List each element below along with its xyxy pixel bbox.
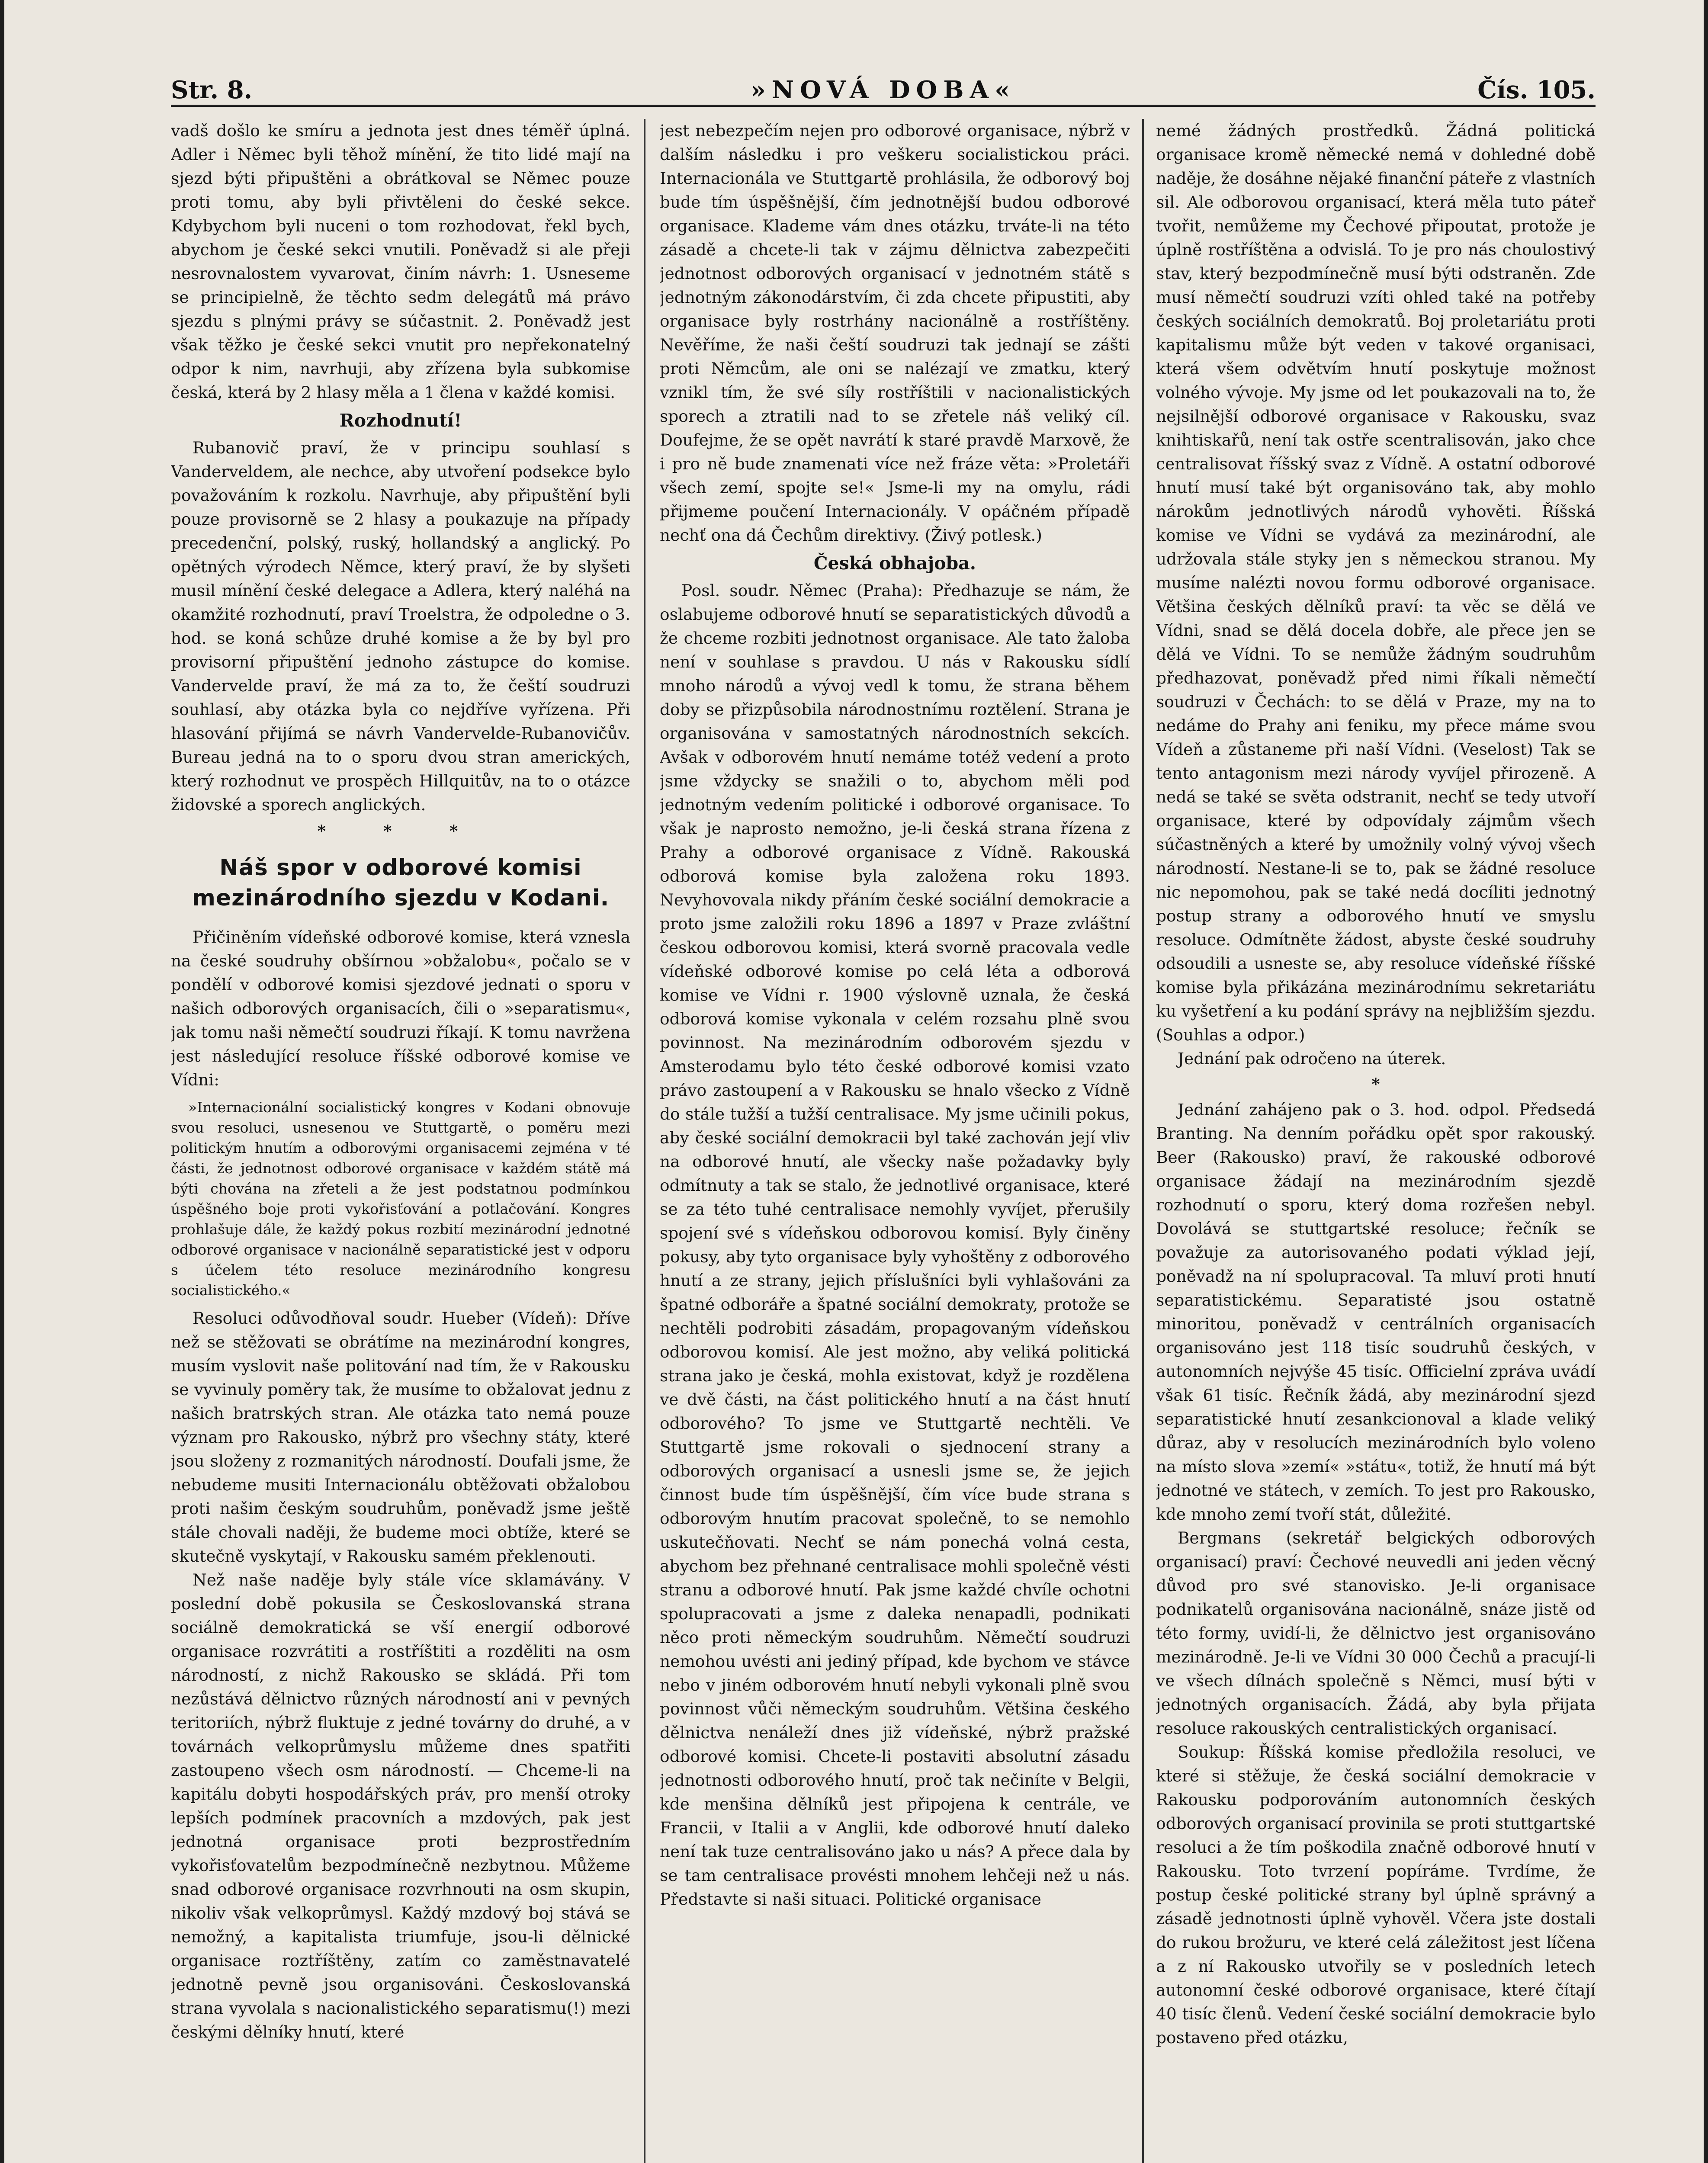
subheading-defense: Česká obhajoba. [813, 553, 976, 574]
article-paragraph: Bergmans (sekretář belgických odborových organisací) praví: Čechové neuvedli ani jeden věcný důvod pro své stanovisko. Je-li organisace podnikatelů organisována nacionálně, snáze jistě od této formy, uvidí-li, že dělnictvo jest organisováno mezinárodně. Je-li ve Vídni 30 000 Čechů a pracují-li ve všech dílnách společně s Němci, musí býti v jednotných organisacích. Žádá, aby byla přijata resoluce rakouských centralistických organisací. [1156, 1528, 1596, 1738]
article-paragraph: vadš došlo ke smíru a jednota jest dnes téměř úplná. Adler i Němec byli těhož mínění, že tito lidé mají na sjezd býti připuštěni a obrátkoval se Němec pouze proti tomu, aby byli přivtěleni do české sekce. Kdybychom byli nuceni o tom rozhodovat, řekl bych, abychom je české sekci vnutili. Poněvadž si ale přeji nesrovnalostem vyvarovat, činím návrh: 1. Usneseme se principielně, že těchto sedm delegátů má právo sjezdu s plnými právy se súčastnit. 2. Poněvadž jest však těžko je české sekci vnutit pro nepřekonatelný odpor k nim, navrhuji, aby zřízena byla subkomise česká, která by 2 hlasy měla a 1 člena v každé komisi. [171, 121, 630, 402]
column-1 [171, 119, 630, 2163]
column-3 [1156, 119, 1596, 2163]
article-paragraph: Rubanovič praví, že v principu souhlasí s Vanderveldem, ale nechce, aby utvoření podsekce bylo považováním k rozkolu. Navrhuje, aby připuštění byli pouze provisorně se 2 hlasy a poukazuje na případy precedenční, polský, ruský, hollandský a anglický. Po opětných výrodech Němce, který praví, že by slyšeti musil mínění české delegace a Adlera, který naléhá na okamžité rozhodnutí, praví Troelstra, že odpoledne o 3. hod. se koná schůze druhé komise a že by byl pro provisorní připuštění jednoho zástupce do komise. Vandervelde praví, že má za to, že čeští soudruzi souhlasí, aby otázka byla co nejdříve vyřízena. Při hlasování přijímá se návrh Vandervelde-Rubanovičův. Bureau jedná na to o sporu dvou stran amerických, který rozhodnut ve prospěch Hillquitův, na to o otázce židovské a sporech anglických. [171, 438, 630, 814]
article-headline: Náš spor v odborové komisi mezinárodního sjezdu v Kodani. [192, 855, 610, 911]
article-paragraph: Soukup: Říšská komise předložila resoluci, ve které si stěžuje, že česká sociální demokracie v Rakousku podporováním autonomních českých odborových organisací provinila se proti stuttgartské resoluci a že tím poškodila značně odborové hnutí v Rakousku. Toto tvrzení popíráme. Tvrdíme, že postup české politické strany byl úplně správný a zásadě jednotnosti úplně vyhověl. Včera jste dostali do rukou brožuru, ve které celá záležitost jest líčena a z ní Rakousko utvořily se v posledních letech autonomní české odborové organisace, které čítají 40 tisíc členů. Vedení české sociální demokracie bylo postaveno před otázku, [1156, 1743, 1596, 2047]
article-paragraph: jest nebezpečím nejen pro odborové organisace, nýbrž v dalším následku i pro veškeru socialistickou práci. Internacionála ve Stuttgartě prohlásila, že odborový boj bude tím úspěšnější, čím jednotnější budou odborové organisace. Klademe vám dnes otázku, trváte-li na této zásadě a chcete-li tak v zájmu dělnictva zabezpečiti jednotnost odborových organisací v jednotném státě s jednotným zákonodárstvím, či zda chcete připustiti, aby organisace byly rostrhány nacionálně a rostříštěny. Nevěříme, že naši čeští soudruzi tak jednají se zášti proti Němcům, ale oni se nalézají ve zmatku, který vznikl tím, že své síly rostříštili v nacionalistických sporech a ztratili nad to se zřetele náš veliký cíl. Doufejme, že se opět navrátí k staré pravdě Marxově, že i pro ně bude znamenati více než fráze věta: »Proletáři všech zemí, spojte se!« Jsme-li my na omylu, rádi přijmeme poučení Internacionály. V opáčném případě nechť ona dá Čechům direktivy. (Živý potlesk.) [660, 121, 1130, 545]
page-number: Str. 8. [171, 76, 253, 104]
issue-number: Čís. 105. [1477, 76, 1596, 104]
header-rule [171, 105, 1596, 107]
article-paragraph: Resoluci odůvodňoval soudr. Hueber (Vídeň): Dříve než se stěžovati se obrátíme na mezinárodní kongres, musím vyslovit naše politování nad tím, že v Rakousku se vyvinuly poměry tak, že musíme to obžalovat jednu z našich bratrských stran. Ale otázka tato nemá pouze význam pro Rakousko, nýbrž pro všechny státy, které jsou složeny z rozmanitých národností. Doufali jsme, že nebudeme musiti Internacionálu obtěžovati obžalobou proti našim českým soudruhům, poněvadž jsme ještě stále chovali naději, že budeme moci obtíže, které se skutečně vyskytají, v Rakousku samém překlenouti. [171, 1309, 630, 1566]
resolution-quote [171, 1097, 630, 1300]
section-separator: * [1371, 1075, 1380, 1094]
section-separator: * * * [317, 822, 484, 841]
column-divider [644, 119, 645, 2163]
article-paragraph: Jednání pak odročeno na úterek. [1178, 1049, 1446, 1068]
article-paragraph: nemé žádných prostředků. Žádná politická organisace kromě německé nemá v dohledné době naděje, že dosáhne nějaké finanční páteře z vlastních sil. Ale odborovou organisací, která měla tuto páteř tvořit, nemůžeme my Čechové připoutat, protože je úplně rostříštěna a odvislá. To je pro nás choulostivý stav, který bezpodmínečně musí býti odstraněn. Zde musí němečtí soudruzi vzíti ohled také na potřeby českých sociálních demokratů. Boj proletariátu proti kapitalismu může být veden v takové organisaci, která všem odvětvím hnutí poskytuje možnost volného vývoje. My jsme od let poukazovali na to, že nejsilnější odborové organisace v Rakousku, svaz knihtiskařů, není tak ostře scentralisován, jako chce centralisovat říšský svaz z Vídně. A ostatní odborové hnutí musí také být organisováno tak, aby mohlo nárokům jednotlivých národů vyhověti. Říšská komise ve Vídni se vydává za mezinárodní, ale udržovala stále styky jen s německou stranou. My musíme nalézti novou formu odborové organisace. Většina českých dělníků praví: ta věc se dělá ve Vídni, snad se dělá docela dobře, ale přece jen se dělá ve Vídni. To se nemůže žádným soudruhům předhazovat, poněvadž před nimi říkali němečtí soudruzi v Čechách: to se dělá v Praze, my na to nedáme do Prahy ani feniku, my přece máme svou Vídeň a zůstaneme při naší Vídni. (Veselost) Tak se tento antagonism mezi národy vyvíjel přirozeně. A nedá se také se světa odstranit, nechť se tedy utvoří organisace, které by odpovídaly zájmům všech súčastněných a které by umožnily volný vývoj všech národností. Nestane-li se to, pak se žádné resoluce nic nepomohou, pak se také nedá docíliti jednotný postup strany a odborového hnutí ve smyslu resoluce. Odmítněte žádost, abyste české soudruhy odsoudili a usneste se, aby resoluce vídeňské říšské komise byla přikázána mezinárodnímu sekretariátu ku vyšetření a ku podání správy na nejbližším sjezdu. (Souhlas a odpor.) [1156, 121, 1596, 1044]
article-paragraph: Posl. soudr. Němec (Praha): Předhazuje se nám, že oslabujeme odborové hnutí se separatistických důvodů a že chceme rozbiti jednotnost organisace. Ale tato žaloba není v souhlase s pravdou. U nás v Rakousku sídlí mnoho národů a vývoj vedl k tomu, že strana během doby se přizpůsobila národnostnímu roztělení. Strana je organisována v samostatných národnostních sekcích. Avšak v odborovém hnutí nemáme totéž vedení a proto jsme vždycky se snažili o to, abychom měli pod jednotným vedením politické i odborové organisace. To však je naprosto nemožno, je-li česká strana řízena z Prahy a odborové organisace z Vídně. Rakouská odborová komise byla založena roku 1893. Nevyhovovala nikdy přáním české sociální demokracie a proto jsme založili roku 1896 a 1897 v Praze zvláštní českou odborovou komisi, která svorně pracovala vedle vídeňské odborové komise po celá léta a odborová komise ve Vídni r. 1900 výslovně uznala, že česká odborová komise vykonala v celém rozsahu plně svou povinnost. Na mezinárodním odborovém sjezdu v Amsterodamu bylo této české odborové komisi vzato právo zastoupení a v Rakousku se hnalo všecko z Vídně do stále tužší a tužší centralisace. My jsme učinili pokus, aby české sociální demokracii byl také zachován její vliv na odborové hnutí, ale všecky naše požadavky byly odmítnuty a tak se stalo, že jednotlivé organisace, které se za této tuhé centralisace nemohly vyvíjet, přerušily spojení své s vídeňskou odborovou komisí. Byly činěny pokusy, aby tyto organisace byly vyhoštěny z odborového hnutí a ze strany, jejich příslušníci byli vyhlašováni za špatné odboráře a špatné sociální demokraty, protože se nechtěli podrobiti zásadám, propagovaným vídeňskou odborovou komisí. Ale jest možno, aby veliká politická strana jako je česká, mohla existovat, když je rozdělena ve dvě části, na část politického hnutí a na část hnutí odborového? To jsme ve Stuttgartě nechtěli. Ve Stuttgartě jsme rokovali o sjednocení strany a odborových organisací a usnesli jsme se, že jejich činnost bude tím úspěšnější, čím více bude strana s odborovým hnutím pracovat společně, to se nemohlo uskutečňovati. Nechť se nám ponechá volná cesta, abychom bez přehnané centralisace mohli společně vésti stranu a odborové hnutí. Pak jsme každé chvíle ochotni spolupracovati a jsme z daleka nenapadli, podnikati něco proti německým soudruhům. Němečtí soudruzi nemohou uvésti ani jediný případ, kde bychom ve stávce nebo v jiném odborovém hnutí nebyli vykonali plně svou povinnost vůči německým soudruhům. Většina českého dělnictva nenáleží dnes již vídeňské, nýbrž pražské odborové komisi. Chcete-li postaviti absolutní zásadu jednotnosti odborového hnutí, proč tak nečiníte v Belgii, kde menšina dělníků jest připojena k centrále, ve Francii, v Italii a v Anglii, kde odborové hnutí daleko není tak tuze centralisováno jako u nás? A přece dala by se tam centralisace provésti mnohem lehčeji než u nás. Představte si naši situaci. Politické organisace [660, 581, 1130, 1909]
article-paragraph: Přičiněním vídeňské odborové komise, která vznesla na české soudruhy obšírnou »obžalobu«, počalo se v pondělí v odborové komisi sjezdové jednati o sporu v našich odborových organisacích, čili o »separatismu«, jak tomu naši němečtí soudruzi říkají. K tomu navržena jest následující resoluce říšské odborové komise ve Vídni: [171, 927, 630, 1089]
article-paragraph: Jednání zahájeno pak o 3. hod. odpol. Předsedá Branting. Na denním pořádku opět spor rakouský. Beer (Rakousko) praví, že rakouské odborové organisace žádají na mezinárodním sjezdě rozhodnutí o sporu, který doma rozřešen nebyl. Dovolává se stuttgartské resoluce; řečník se považuje za autorisovaného podati výklad její, poněvadž na ní spolupracoval. Ta mluví proti hnutí separatistickému. Separatisté jsou ostatně minoritou, poněvadž v centrálních organisacích organisováno jest 118 tisíc soudruhů českých, v autonomních nejvýše 45 tisíc. Officielní zpráva uvádí však 61 tisíc. Řečník žádá, aby mezinárodní sjezd separatistické hnutí zesankcionoval a klade veliký důraz, aby v resolucích mezinárodních bylo voleno na místo slova »zemí« »státu«, totiž, že hnutí má být jednotné ve státech, v zemích. To jest pro Rakousko, kde mnoho zemí tvoří stát, důležité. [1156, 1100, 1596, 1524]
article-paragraph: Než naše naděje byly stále více sklamávány. V poslední době pokusila se Českoslovanská strana sociálně demokratická se vší energií odborové organisace rozvrátiti a rostříštiti a rozděliti na osm národností, z nichž Rakousko se skládá. Při tom nezůstává dělnictvo různých národností ani v pevných teritoriích, nýbrž fluktuje z jedné továrny do druhé, a v továrnách velkoprůmyslu můžeme dnes spatřiti zastoupeno všech osm národností. — Chceme-li na kapitálu dobyti hospodářských práv, pro menší otroky lepších podmínek pracovních a mzdových, pak jest jednotná organisace proti bezprostředním vykořisťovatelům bezpodmínečně nezbytnou. Můžeme snad odborové organisace rozvrhnouti na osm skupin, nikoliv však velkoprůmysl. Každý mzdový boj stává se nemožný, a kapitalista triumfuje, jsou-li dělnické organisace roztříštěny, zatím co zaměstnavatelé jednotně pevně jsou organisováni. Českoslovanská strana vyvolala s nacionalistického separatismu(!) mezi českými dělníky hnutí, které [171, 1570, 630, 2041]
quote-text: »Internacionální socialistický kongres v Kodani obnovuje svou resoluci, usnesenou ve Stuttgartě, o poměru mezi politickým hnutím a odborovými organisacemi zejména v té části, že jednotnost odborové organisace v každém státě má býti chována na zřeteli a že jest podstatnou podmínkou úspěšného boje proti vykořisťování a potlačování. Kongres prohlašuje dále, že každý pokus rozbití mezinárodní jednotné odborové organisace v nacionálně separatistické jest v odporu s účelem této resoluce mezinárodního kongresu socialistického.« [171, 1099, 630, 1299]
column-divider [1142, 119, 1144, 2163]
subheading-decision: Rozhodnutí! [339, 410, 462, 431]
page-header [171, 76, 1596, 106]
column-2 [660, 119, 1130, 2163]
masthead-title: »NOVÁ DOBA« [750, 76, 1016, 104]
newspaper-page [4, 0, 1704, 2163]
